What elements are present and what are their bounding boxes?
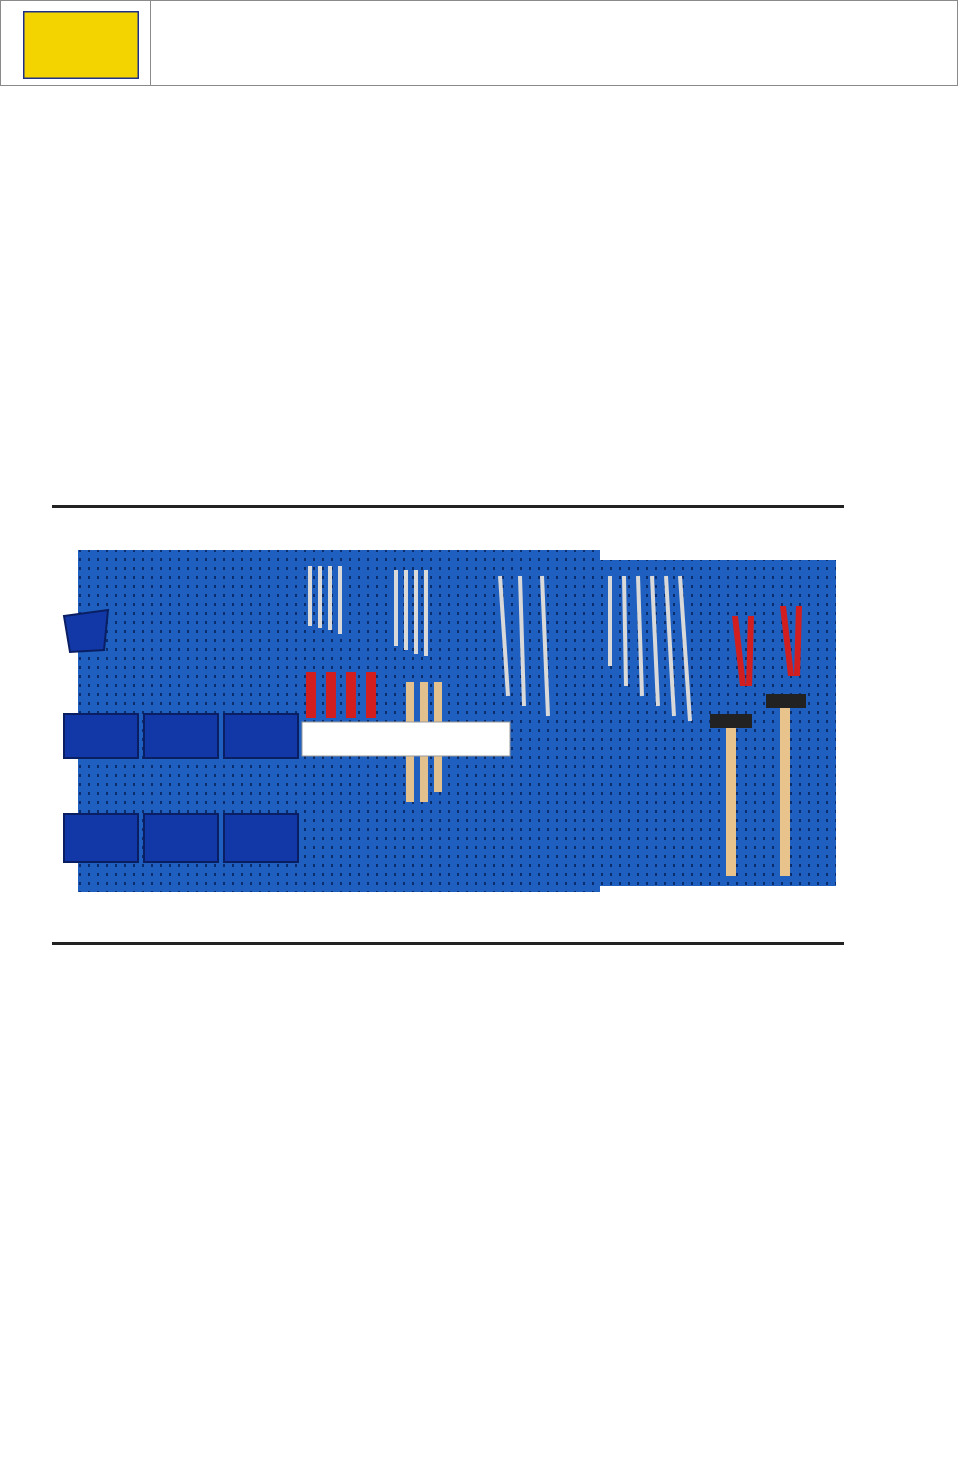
divider-top (52, 505, 844, 508)
logo-container (1, 1, 151, 85)
przyklad-stamp-bg (302, 722, 510, 756)
page-header (0, 0, 958, 86)
divider-bottom (52, 942, 844, 945)
company-logo (23, 11, 139, 79)
tool-wall-photo (58, 546, 840, 896)
